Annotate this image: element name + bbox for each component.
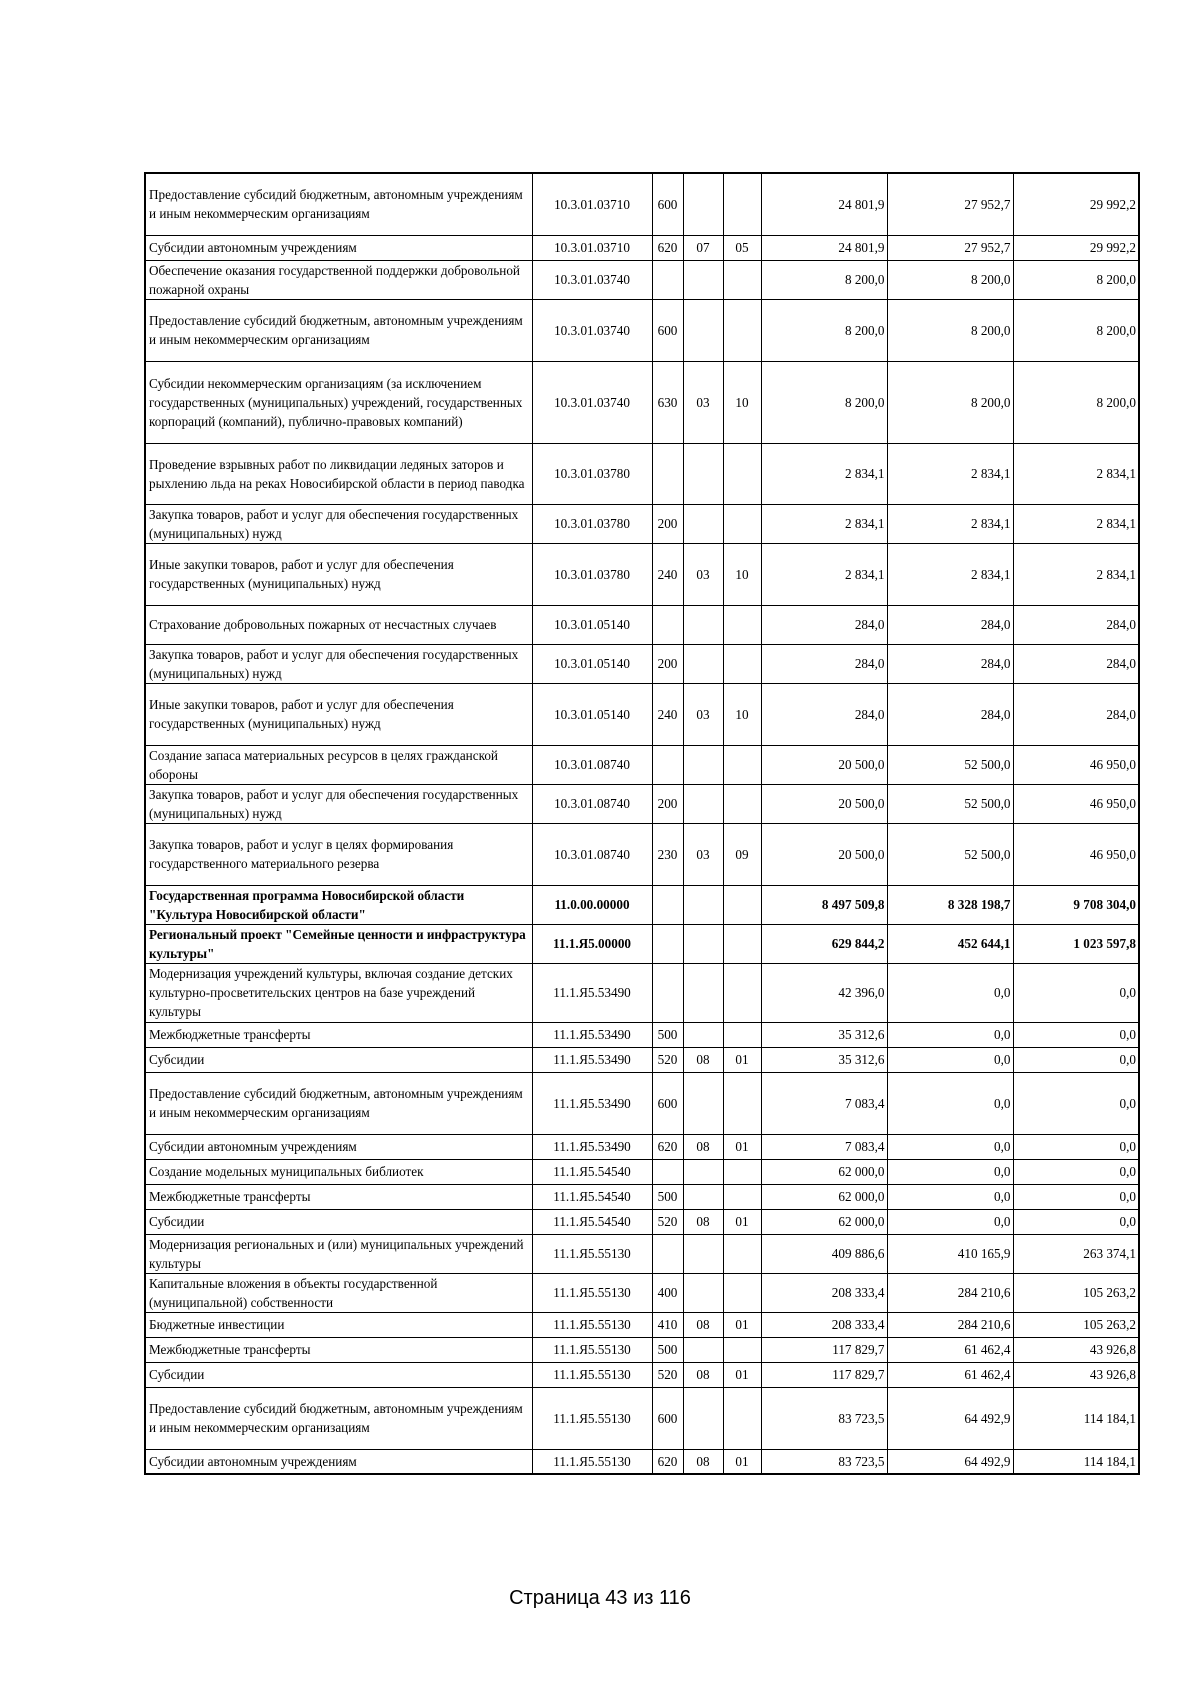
subsection-code — [723, 1159, 761, 1184]
row-name: Бюджетные инвестиции — [145, 1312, 532, 1337]
amount-year-2: 52 500,0 — [887, 784, 1013, 823]
amount-year-3: 0,0 — [1013, 1047, 1139, 1072]
amount-year-3: 43 926,8 — [1013, 1362, 1139, 1387]
table-row — [145, 1209, 1139, 1234]
subsection-code — [723, 963, 761, 1022]
expense-type-code — [652, 605, 683, 644]
amount-year-2: 0,0 — [887, 1047, 1013, 1072]
target-article-code: 11.1.Я5.55130 — [532, 1387, 652, 1449]
subsection-code — [723, 1273, 761, 1312]
amount-year-1: 208 333,4 — [761, 1273, 887, 1312]
amount-year-3: 0,0 — [1013, 1159, 1139, 1184]
amount-year-2: 0,0 — [887, 1159, 1013, 1184]
expense-type-code: 600 — [652, 173, 683, 235]
expense-type-code: 520 — [652, 1209, 683, 1234]
amount-year-1: 284,0 — [761, 683, 887, 745]
subsection-code: 10 — [723, 683, 761, 745]
amount-year-3: 0,0 — [1013, 1134, 1139, 1159]
amount-year-2: 284 210,6 — [887, 1273, 1013, 1312]
expense-type-code: 620 — [652, 1134, 683, 1159]
amount-year-3: 0,0 — [1013, 1209, 1139, 1234]
row-name: Создание запаса материальных ресурсов в целях гражданской обороны — [145, 745, 532, 784]
amount-year-3: 29 992,2 — [1013, 235, 1139, 260]
section-code — [683, 784, 723, 823]
amount-year-2: 8 200,0 — [887, 361, 1013, 443]
section-code: 03 — [683, 543, 723, 605]
amount-year-2: 8 328 198,7 — [887, 885, 1013, 924]
amount-year-3: 105 263,2 — [1013, 1273, 1139, 1312]
row-name: Закупка товаров, работ и услуг для обеспечения государственных (муниципальных) нужд — [145, 644, 532, 683]
table-row — [145, 885, 1139, 924]
table-body — [145, 173, 1139, 1474]
section-code: 08 — [683, 1209, 723, 1234]
amount-year-2: 0,0 — [887, 1072, 1013, 1134]
row-name: Иные закупки товаров, работ и услуг для обеспечения государственных (муниципальных) нужд — [145, 543, 532, 605]
amount-year-2: 2 834,1 — [887, 504, 1013, 543]
section-code — [683, 1273, 723, 1312]
amount-year-2: 0,0 — [887, 1134, 1013, 1159]
amount-year-1: 8 200,0 — [761, 299, 887, 361]
table-row — [145, 823, 1139, 885]
section-code — [683, 745, 723, 784]
amount-year-1: 8 200,0 — [761, 260, 887, 299]
expense-type-code: 500 — [652, 1337, 683, 1362]
target-article-code: 10.3.01.03710 — [532, 235, 652, 260]
subsection-code — [723, 443, 761, 504]
amount-year-1: 7 083,4 — [761, 1134, 887, 1159]
amount-year-1: 83 723,5 — [761, 1449, 887, 1474]
section-code: 08 — [683, 1312, 723, 1337]
amount-year-1: 24 801,9 — [761, 235, 887, 260]
subsection-code: 01 — [723, 1449, 761, 1474]
table-row — [145, 784, 1139, 823]
target-article-code: 10.3.01.05140 — [532, 605, 652, 644]
subsection-code: 09 — [723, 823, 761, 885]
table-row — [145, 745, 1139, 784]
section-code — [683, 260, 723, 299]
target-article-code: 11.1.Я5.55130 — [532, 1273, 652, 1312]
expense-type-code: 520 — [652, 1362, 683, 1387]
table-row — [145, 543, 1139, 605]
amount-year-3: 8 200,0 — [1013, 260, 1139, 299]
subsection-code: 01 — [723, 1047, 761, 1072]
row-name: Субсидии автономным учреждениям — [145, 1134, 532, 1159]
subsection-code: 05 — [723, 235, 761, 260]
amount-year-3: 263 374,1 — [1013, 1234, 1139, 1273]
amount-year-3: 46 950,0 — [1013, 745, 1139, 784]
table-row — [145, 683, 1139, 745]
amount-year-2: 284,0 — [887, 605, 1013, 644]
subsection-code — [723, 504, 761, 543]
subsection-code: 01 — [723, 1134, 761, 1159]
amount-year-3: 9 708 304,0 — [1013, 885, 1139, 924]
section-code — [683, 1337, 723, 1362]
target-article-code: 11.1.Я5.53490 — [532, 1134, 652, 1159]
row-name: Межбюджетные трансферты — [145, 1184, 532, 1209]
target-article-code: 11.1.Я5.55130 — [532, 1337, 652, 1362]
table-row — [145, 443, 1139, 504]
table-row — [145, 1337, 1139, 1362]
row-name: Предоставление субсидий бюджетным, автономным учреждениям и иным некоммерческим организациям — [145, 1387, 532, 1449]
amount-year-1: 62 000,0 — [761, 1209, 887, 1234]
amount-year-3: 46 950,0 — [1013, 823, 1139, 885]
table-row — [145, 1362, 1139, 1387]
table-row — [145, 361, 1139, 443]
target-article-code: 10.3.01.03740 — [532, 260, 652, 299]
amount-year-1: 284,0 — [761, 644, 887, 683]
expense-type-code: 200 — [652, 504, 683, 543]
section-code — [683, 1072, 723, 1134]
amount-year-3: 114 184,1 — [1013, 1449, 1139, 1474]
section-code — [683, 1184, 723, 1209]
expense-type-code: 500 — [652, 1022, 683, 1047]
amount-year-1: 629 844,2 — [761, 924, 887, 963]
target-article-code: 11.1.Я5.55130 — [532, 1449, 652, 1474]
target-article-code: 10.3.01.05140 — [532, 683, 652, 745]
target-article-code: 10.3.01.08740 — [532, 745, 652, 784]
subsection-code — [723, 1387, 761, 1449]
subsection-code — [723, 924, 761, 963]
table-row — [145, 1047, 1139, 1072]
subsection-code: 10 — [723, 543, 761, 605]
table-row — [145, 1022, 1139, 1047]
expense-type-code — [652, 924, 683, 963]
section-code — [683, 1159, 723, 1184]
amount-year-3: 2 834,1 — [1013, 504, 1139, 543]
amount-year-3: 2 834,1 — [1013, 443, 1139, 504]
subsection-code — [723, 1337, 761, 1362]
amount-year-3: 8 200,0 — [1013, 299, 1139, 361]
subsection-code — [723, 299, 761, 361]
amount-year-3: 284,0 — [1013, 683, 1139, 745]
section-code — [683, 605, 723, 644]
amount-year-2: 410 165,9 — [887, 1234, 1013, 1273]
amount-year-2: 27 952,7 — [887, 173, 1013, 235]
amount-year-3: 43 926,8 — [1013, 1337, 1139, 1362]
expense-type-code: 620 — [652, 235, 683, 260]
subsection-code — [723, 605, 761, 644]
amount-year-1: 117 829,7 — [761, 1362, 887, 1387]
amount-year-3: 29 992,2 — [1013, 173, 1139, 235]
table-row — [145, 504, 1139, 543]
expense-type-code: 500 — [652, 1184, 683, 1209]
amount-year-1: 20 500,0 — [761, 823, 887, 885]
section-code — [683, 963, 723, 1022]
amount-year-2: 52 500,0 — [887, 823, 1013, 885]
expense-type-code: 200 — [652, 784, 683, 823]
expense-type-code — [652, 443, 683, 504]
target-article-code: 11.1.Я5.53490 — [532, 1022, 652, 1047]
row-name: Модернизация региональных и (или) муниципальных учреждений культуры — [145, 1234, 532, 1273]
subsection-code — [723, 173, 761, 235]
expense-type-code: 520 — [652, 1047, 683, 1072]
subsection-code — [723, 644, 761, 683]
target-article-code: 10.3.01.03780 — [532, 443, 652, 504]
row-name: Межбюджетные трансферты — [145, 1022, 532, 1047]
amount-year-2: 284 210,6 — [887, 1312, 1013, 1337]
subsection-code — [723, 1184, 761, 1209]
amount-year-1: 2 834,1 — [761, 443, 887, 504]
amount-year-1: 62 000,0 — [761, 1184, 887, 1209]
budget-table — [144, 172, 1140, 1475]
table-row — [145, 260, 1139, 299]
target-article-code: 11.1.Я5.53490 — [532, 1047, 652, 1072]
table-row — [145, 1072, 1139, 1134]
expense-type-code: 240 — [652, 683, 683, 745]
expense-type-code: 200 — [652, 644, 683, 683]
table-row — [145, 1449, 1139, 1474]
section-code: 03 — [683, 823, 723, 885]
amount-year-3: 105 263,2 — [1013, 1312, 1139, 1337]
expense-type-code: 400 — [652, 1273, 683, 1312]
table-row — [145, 299, 1139, 361]
subsection-code: 01 — [723, 1312, 761, 1337]
amount-year-2: 64 492,9 — [887, 1387, 1013, 1449]
amount-year-2: 284,0 — [887, 683, 1013, 745]
target-article-code: 11.1.Я5.53490 — [532, 1072, 652, 1134]
section-code — [683, 644, 723, 683]
section-code: 03 — [683, 683, 723, 745]
amount-year-2: 64 492,9 — [887, 1449, 1013, 1474]
subsection-code: 01 — [723, 1362, 761, 1387]
amount-year-1: 7 083,4 — [761, 1072, 887, 1134]
section-code — [683, 885, 723, 924]
table-row — [145, 1387, 1139, 1449]
amount-year-1: 42 396,0 — [761, 963, 887, 1022]
row-name: Создание модельных муниципальных библиотек — [145, 1159, 532, 1184]
amount-year-3: 0,0 — [1013, 1072, 1139, 1134]
row-name: Иные закупки товаров, работ и услуг для обеспечения государственных (муниципальных) нужд — [145, 683, 532, 745]
amount-year-1: 2 834,1 — [761, 543, 887, 605]
target-article-code: 10.3.01.03780 — [532, 504, 652, 543]
expense-type-code: 600 — [652, 299, 683, 361]
target-article-code: 11.1.Я5.54540 — [532, 1159, 652, 1184]
subsection-code — [723, 1022, 761, 1047]
expense-type-code: 230 — [652, 823, 683, 885]
subsection-code — [723, 1234, 761, 1273]
expense-type-code: 600 — [652, 1387, 683, 1449]
row-name: Государственная программа Новосибирской области "Культура Новосибирской области" — [145, 885, 532, 924]
amount-year-3: 0,0 — [1013, 963, 1139, 1022]
amount-year-1: 35 312,6 — [761, 1022, 887, 1047]
target-article-code: 10.3.01.03740 — [532, 299, 652, 361]
amount-year-3: 46 950,0 — [1013, 784, 1139, 823]
amount-year-3: 0,0 — [1013, 1184, 1139, 1209]
table-row — [145, 963, 1139, 1022]
amount-year-1: 20 500,0 — [761, 784, 887, 823]
amount-year-2: 0,0 — [887, 963, 1013, 1022]
section-code: 07 — [683, 235, 723, 260]
row-name: Проведение взрывных работ по ликвидации ледяных заторов и рыхлению льда на реках Новосибирской области в период паводка — [145, 443, 532, 504]
amount-year-3: 114 184,1 — [1013, 1387, 1139, 1449]
amount-year-1: 62 000,0 — [761, 1159, 887, 1184]
amount-year-1: 8 200,0 — [761, 361, 887, 443]
amount-year-2: 452 644,1 — [887, 924, 1013, 963]
section-code — [683, 173, 723, 235]
row-name: Предоставление субсидий бюджетным, автономным учреждениям и иным некоммерческим организациям — [145, 173, 532, 235]
amount-year-2: 52 500,0 — [887, 745, 1013, 784]
section-code — [683, 299, 723, 361]
amount-year-3: 284,0 — [1013, 605, 1139, 644]
amount-year-1: 409 886,6 — [761, 1234, 887, 1273]
section-code — [683, 1022, 723, 1047]
row-name: Закупка товаров, работ и услуг в целях формирования государственного материального резерва — [145, 823, 532, 885]
target-article-code: 11.1.Я5.55130 — [532, 1234, 652, 1273]
expense-type-code — [652, 963, 683, 1022]
table-row — [145, 1159, 1139, 1184]
row-name: Закупка товаров, работ и услуг для обеспечения государственных (муниципальных) нужд — [145, 504, 532, 543]
target-article-code: 10.3.01.03710 — [532, 173, 652, 235]
table-row — [145, 605, 1139, 644]
section-code — [683, 924, 723, 963]
target-article-code: 10.3.01.05140 — [532, 644, 652, 683]
row-name: Субсидии — [145, 1362, 532, 1387]
amount-year-1: 35 312,6 — [761, 1047, 887, 1072]
amount-year-3: 0,0 — [1013, 1022, 1139, 1047]
amount-year-2: 8 200,0 — [887, 299, 1013, 361]
amount-year-2: 61 462,4 — [887, 1362, 1013, 1387]
expense-type-code: 620 — [652, 1449, 683, 1474]
section-code — [683, 443, 723, 504]
row-name: Субсидии автономным учреждениям — [145, 235, 532, 260]
table-row — [145, 1273, 1139, 1312]
row-name: Предоставление субсидий бюджетным, автономным учреждениям и иным некоммерческим организациям — [145, 1072, 532, 1134]
amount-year-1: 24 801,9 — [761, 173, 887, 235]
row-name: Субсидии некоммерческим организациям (за исключением государственных (муниципальных) учреждений, государственных корпораций (компаний), публично-правовых компаний) — [145, 361, 532, 443]
expense-type-code: 600 — [652, 1072, 683, 1134]
subsection-code: 10 — [723, 361, 761, 443]
row-name: Субсидии автономным учреждениям — [145, 1449, 532, 1474]
expense-type-code — [652, 1159, 683, 1184]
amount-year-3: 2 834,1 — [1013, 543, 1139, 605]
target-article-code: 11.1.Я5.53490 — [532, 963, 652, 1022]
amount-year-1: 8 497 509,8 — [761, 885, 887, 924]
table-row — [145, 1134, 1139, 1159]
section-code — [683, 1234, 723, 1273]
amount-year-3: 284,0 — [1013, 644, 1139, 683]
section-code — [683, 1387, 723, 1449]
expense-type-code: 410 — [652, 1312, 683, 1337]
expense-type-code: 240 — [652, 543, 683, 605]
target-article-code: 11.1.Я5.54540 — [532, 1209, 652, 1234]
section-code: 08 — [683, 1047, 723, 1072]
row-name: Предоставление субсидий бюджетным, автономным учреждениям и иным некоммерческим организациям — [145, 299, 532, 361]
section-code: 08 — [683, 1449, 723, 1474]
amount-year-1: 117 829,7 — [761, 1337, 887, 1362]
table-row — [145, 1312, 1139, 1337]
amount-year-1: 208 333,4 — [761, 1312, 887, 1337]
target-article-code: 11.1.Я5.55130 — [532, 1312, 652, 1337]
table-row — [145, 235, 1139, 260]
subsection-code — [723, 1072, 761, 1134]
row-name: Обеспечение оказания государственной поддержки добровольной пожарной охраны — [145, 260, 532, 299]
amount-year-3: 1 023 597,8 — [1013, 924, 1139, 963]
amount-year-2: 2 834,1 — [887, 443, 1013, 504]
target-article-code: 10.3.01.08740 — [532, 784, 652, 823]
target-article-code: 11.0.00.00000 — [532, 885, 652, 924]
subsection-code — [723, 784, 761, 823]
target-article-code: 11.1.Я5.54540 — [532, 1184, 652, 1209]
row-name: Региональный проект "Семейные ценности и инфраструктура культуры" — [145, 924, 532, 963]
row-name: Страхование добровольных пожарных от несчастных случаев — [145, 605, 532, 644]
target-article-code: 10.3.01.03740 — [532, 361, 652, 443]
row-name: Межбюджетные трансферты — [145, 1337, 532, 1362]
target-article-code: 10.3.01.08740 — [532, 823, 652, 885]
amount-year-2: 0,0 — [887, 1022, 1013, 1047]
amount-year-2: 0,0 — [887, 1209, 1013, 1234]
table-row — [145, 173, 1139, 235]
expense-type-code — [652, 260, 683, 299]
table-row — [145, 1234, 1139, 1273]
expense-type-code — [652, 1234, 683, 1273]
row-name: Модернизация учреждений культуры, включая создание детских культурно-просветительских центров на базе учреждений культуры — [145, 963, 532, 1022]
section-code: 08 — [683, 1134, 723, 1159]
section-code: 03 — [683, 361, 723, 443]
amount-year-1: 20 500,0 — [761, 745, 887, 784]
amount-year-3: 8 200,0 — [1013, 361, 1139, 443]
subsection-code — [723, 260, 761, 299]
amount-year-1: 284,0 — [761, 605, 887, 644]
row-name: Субсидии — [145, 1047, 532, 1072]
expense-type-code: 630 — [652, 361, 683, 443]
subsection-code — [723, 885, 761, 924]
amount-year-1: 83 723,5 — [761, 1387, 887, 1449]
subsection-code — [723, 745, 761, 784]
amount-year-1: 2 834,1 — [761, 504, 887, 543]
amount-year-2: 27 952,7 — [887, 235, 1013, 260]
section-code: 08 — [683, 1362, 723, 1387]
target-article-code: 11.1.Я5.55130 — [532, 1362, 652, 1387]
table-row — [145, 644, 1139, 683]
target-article-code: 11.1.Я5.00000 — [532, 924, 652, 963]
amount-year-2: 2 834,1 — [887, 543, 1013, 605]
amount-year-2: 284,0 — [887, 644, 1013, 683]
subsection-code: 01 — [723, 1209, 761, 1234]
table-row — [145, 1184, 1139, 1209]
amount-year-2: 8 200,0 — [887, 260, 1013, 299]
expense-type-code — [652, 885, 683, 924]
row-name: Капитальные вложения в объекты государственной (муниципальной) собственности — [145, 1273, 532, 1312]
expense-type-code — [652, 745, 683, 784]
table-row — [145, 924, 1139, 963]
amount-year-2: 0,0 — [887, 1184, 1013, 1209]
section-code — [683, 504, 723, 543]
target-article-code: 10.3.01.03780 — [532, 543, 652, 605]
row-name: Субсидии — [145, 1209, 532, 1234]
row-name: Закупка товаров, работ и услуг для обеспечения государственных (муниципальных) нужд — [145, 784, 532, 823]
page-number: Страница 43 из 116 — [509, 1587, 691, 1609]
amount-year-2: 61 462,4 — [887, 1337, 1013, 1362]
